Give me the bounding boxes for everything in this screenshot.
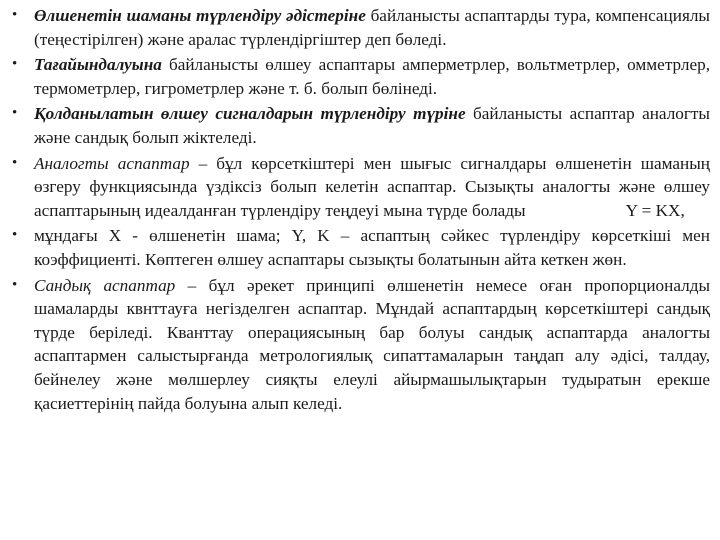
list-item <box>6 4 710 51</box>
item-text: – бұл әрекет принципі өлшенетін немесе оған пропорционалды шамаларды квнттауға негізделген аспаптар. Мұндай аспаптардың көрсеткіштері сандық түрде беріледі. Кванттау операциясының бар болуы сандық аспаптарда аналогты аспаптармен салыстырғанда метрологиялық сипаттамаларын таңдап алу әдісі, талдау, бейнелеу және мөлшерлеу сияқты елеулі айырмашылықтарын тудыратын ерекше қасиеттерінің пайда болуына алып келеді. <box>34 275 710 413</box>
formula: Y = KX, <box>625 200 685 220</box>
list-item <box>6 102 710 149</box>
bullet-icon: • <box>12 105 18 122</box>
list-item <box>6 274 710 416</box>
item-text: мұндағы X - өлшенетін шама; Y, K – аспаптың сәйкес түрлендіру көрсеткіші мен коэффициенті. Көптеген өлшеу аспаптары сызықты болатынын айта кеткен жөн. <box>34 226 710 269</box>
item-text: байланысты аспаптар аналогты және сандық болып жіктеледі. <box>34 104 710 147</box>
bullet-list <box>6 4 710 415</box>
bullet-icon: • <box>12 7 18 23</box>
item-lead: Өлшенетін шаманы түрлендіру әдістеріне <box>34 6 366 25</box>
item-lead: Қолданылатын өлшеу сигналдарын түрлендіру түріне <box>34 104 466 124</box>
bullet-icon: • <box>12 154 18 171</box>
bullet-icon: • <box>12 227 18 244</box>
list-item <box>6 152 710 223</box>
item-lead: Тағайындалуына <box>34 55 162 75</box>
list-item <box>6 224 710 271</box>
item-text: байланысты аспаптарды тура, компенсациялы (теңестірілген) және аралас түрлендіргіштер деп бөледі. <box>34 6 710 49</box>
item-lead: Аналогты аспаптар <box>34 153 190 173</box>
item-text: – бұл көрсеткіштері мен шығыс сигналдары өлшенетін шаманың өзгеру функциясында үздіксіз болып келетін аспаптар. Сызықты аналогты және өлшеу аспаптарының идеалданған түрлендіру теңдеуі мына түрде болады <box>34 153 711 220</box>
list-item <box>6 53 710 100</box>
bullet-icon: • <box>12 56 18 73</box>
item-lead: Сандық аспаптар <box>34 275 176 295</box>
item-text: байланысты өлшеу аспаптары амперметрлер, вольтметрлер, омметрлер, термометрлер, гигрометрлер және т. б. болып бөлінеді. <box>34 55 710 98</box>
bullet-icon: • <box>12 276 18 293</box>
